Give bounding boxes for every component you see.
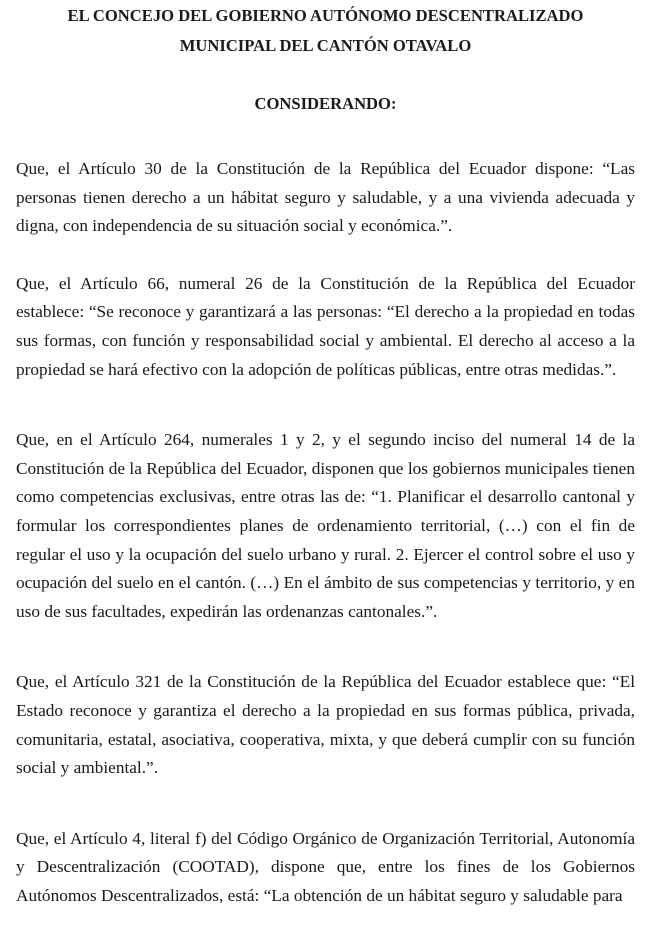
title-line-2: MUNICIPAL DEL CANTÓN OTAVALO <box>179 36 472 55</box>
document-title <box>16 0 635 61</box>
paragraph-article-66: Que, el Artículo 66, numeral 26 de la Constitución de la República del Ecuador establece: “Se reconoce y garantizará a las personas: “El derecho a la propiedad en todas sus formas, con función y responsabilidad social y ambiental. El derecho al acceso a la propiedad se hará efectivo con la adopción de políticas públicas, entre otras medidas.”. <box>16 273 635 379</box>
section-heading: CONSIDERANDO: <box>254 94 397 113</box>
title-line-1: EL CONCEJO DEL GOBIERNO AUTÓNOMO DESCENTRALIZADO <box>67 6 584 25</box>
paragraph-article-321: Que, el Artículo 321 de la Constitución de la República del Ecuador establece que: “El Estado reconoce y garantiza el derecho a la propiedad en sus formas pública, privada, comunitaria, estatal, asociativa, cooperativa, mixta, y que deberá cumplir con su función social y ambiental.”. <box>16 672 635 778</box>
paragraph-article-30: Que, el Artículo 30 de la Constitución de la República del Ecuador dispone: “Las personas tienen derecho a un hábitat seguro y saludable, y a una vivienda adecuada y digna, con independencia de su situación social y económica.”. <box>16 159 635 236</box>
paragraph-article-264: Que, en el Artículo 264, numerales 1 y 2, y el segundo inciso del numeral 14 de la Constitución de la República del Ecuador, disponen que los gobiernos municipales tienen como competencias exclusivas, entre otras las de: “1. Planificar el desarrollo cantonal y formular los correspondientes planes de ordenamiento territorial, (…) con el fin de regular el uso y la ocupación del suelo urbano y rural. 2. Ejercer el control sobre el uso y ocupación del suelo en el cantón. (…) En el ámbito de sus competencias y territorio, y en uso de sus facultades, expedirán las ordenanzas cantonales.”. <box>16 430 635 621</box>
paragraph-cootad-article-4: Que, el Artículo 4, literal f) del Código Orgánico de Organización Territorial, Autonomía y Descentralización (COOTAD), dispone que, entre los fines de los Gobiernos Autónomos Descentralizados, está: “La obtención de un hábitat seguro y saludable para <box>16 828 635 905</box>
